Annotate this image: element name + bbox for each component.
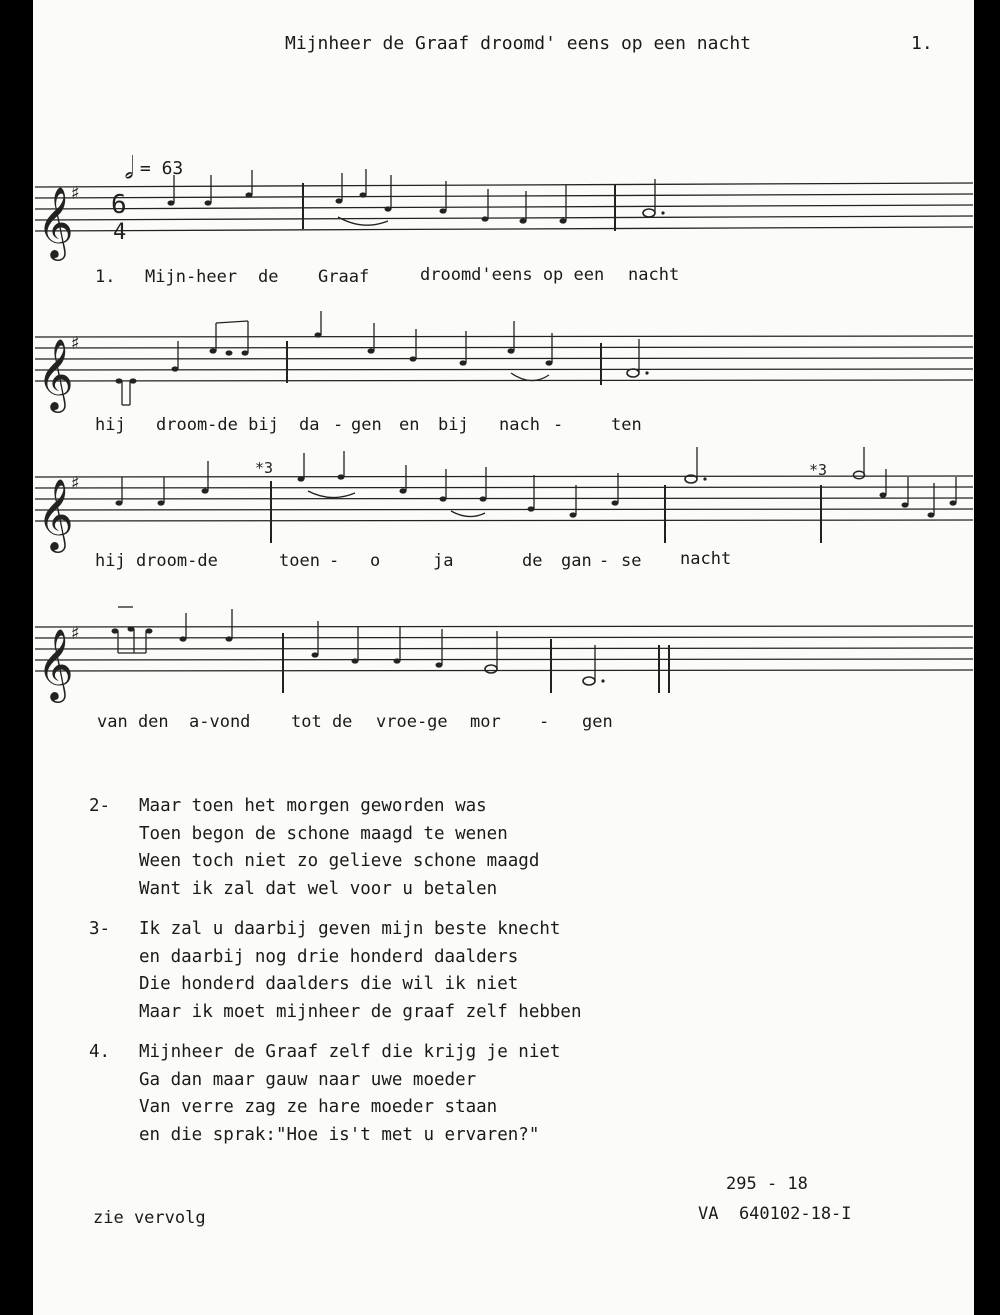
time-sig-bottom: 4 bbox=[113, 220, 127, 245]
verse-number: 4. bbox=[89, 1042, 111, 1062]
continued-note: zie vervolg bbox=[93, 1208, 206, 1228]
lyric-2-da: da bbox=[299, 415, 320, 435]
song-title: Mijnheer de Graaf droomd' eens op een nacht bbox=[285, 33, 751, 54]
staff-system-2 bbox=[33, 315, 974, 425]
lyric-2-droomde-bij: droom-de bij bbox=[156, 415, 279, 435]
verse-number: 3- bbox=[89, 919, 111, 939]
lyric-1-droomd: droomd'eens op een bbox=[420, 265, 605, 285]
lyric-3-o: o bbox=[370, 551, 381, 571]
verse-line: en die sprak:"Hoe is't met u ervaren?" bbox=[139, 1124, 540, 1145]
lyric-2-gen: gen bbox=[351, 415, 382, 435]
staff-lines bbox=[35, 336, 973, 381]
verse-line: Want ik zal dat wel voor u betalen bbox=[139, 878, 498, 899]
lyric-4-tot-de: tot de bbox=[291, 712, 353, 732]
staff-system-3 bbox=[33, 455, 974, 565]
half-note-icon: 𝅗𝅥 bbox=[124, 151, 134, 186]
sharp-icon: ♯ bbox=[71, 473, 80, 494]
treble-clef-icon: 𝄞 bbox=[37, 337, 74, 410]
lyric-2-hij: hij bbox=[95, 415, 126, 435]
staff-lines bbox=[35, 183, 973, 231]
lyric-4-vroege: vroe-ge bbox=[376, 712, 448, 732]
lyric-2-ten: ten bbox=[611, 415, 642, 435]
notes-system-4 bbox=[112, 607, 670, 693]
lyric-1-nacht: nacht bbox=[628, 265, 680, 285]
verse-line: Ween toch niet zo gelieve schone maagd bbox=[139, 851, 540, 871]
staff-lines bbox=[35, 476, 973, 521]
lyric-1-graaf: Graaf bbox=[318, 267, 370, 287]
treble-clef-icon: 𝄞 bbox=[37, 477, 74, 550]
lyric-2-hyphen-1: - bbox=[333, 415, 344, 435]
staff-system-1 bbox=[33, 165, 974, 275]
tempo-value: = 63 bbox=[139, 158, 184, 179]
sharp-icon: ♯ bbox=[71, 183, 80, 204]
lyric-3-de: de bbox=[522, 551, 543, 571]
verse-line: en daarbij nog drie honderd daalders bbox=[139, 946, 519, 967]
lyric-3-hyphen-1: - bbox=[329, 551, 340, 571]
lyric-2-en: en bbox=[399, 415, 420, 435]
lyric-4-avond: a-vond bbox=[189, 712, 251, 732]
sheet-page bbox=[33, 0, 974, 1315]
notes-system-3 bbox=[116, 447, 957, 543]
verse-line: Toen begon de schone maagd te wenen bbox=[139, 823, 508, 844]
staff-system-4 bbox=[33, 605, 974, 715]
lyric-3-se: se bbox=[621, 551, 642, 571]
triplet-mark-2: *3 bbox=[809, 461, 828, 479]
treble-clef-icon: 𝄞 bbox=[37, 627, 74, 700]
archive-code: VA 640102-18-I bbox=[698, 1204, 852, 1224]
verse-line: Maar ik moet mijnheer de graaf zelf hebben bbox=[139, 1001, 582, 1022]
verse-line: Die honderd daalders die wil ik niet bbox=[139, 974, 519, 994]
verse-line: Maar toen het morgen geworden was bbox=[139, 796, 487, 816]
treble-clef-icon: 𝄞 bbox=[37, 185, 74, 258]
lyric-1-mijnheer: Mijn-heer bbox=[145, 267, 238, 287]
lyric-3-hyphen-2: - bbox=[599, 551, 610, 571]
time-sig-top: 6 bbox=[111, 190, 127, 220]
reference-number: 295 - 18 bbox=[726, 1174, 808, 1194]
verse-line: Mijnheer de Graaf zelf die krijg je niet bbox=[139, 1042, 561, 1062]
lyric-4-hyphen: - bbox=[539, 712, 550, 732]
sharp-icon: ♯ bbox=[71, 623, 80, 644]
staff-lines bbox=[35, 626, 973, 671]
page-number: 1. bbox=[911, 33, 933, 54]
lyric-3-nacht: nacht bbox=[680, 549, 732, 569]
lyric-3-gan: gan bbox=[561, 551, 592, 571]
lyric-3-hij-droomde: hij droom-de bbox=[95, 551, 218, 571]
lyric-3-ja: ja bbox=[433, 551, 454, 571]
notes-system-1 bbox=[168, 169, 665, 231]
lyric-4-gen: gen bbox=[582, 712, 613, 732]
lyric-2-nach: nach bbox=[499, 415, 540, 435]
lyric-1-verse-num: 1. bbox=[95, 267, 116, 287]
lyric-3-toen: toen bbox=[279, 551, 320, 571]
sharp-icon: ♯ bbox=[71, 333, 80, 354]
verse-line: Ik zal u daarbij geven mijn beste knecht bbox=[139, 919, 561, 939]
verse-line: Ga dan maar gauw naar uwe moeder bbox=[139, 1069, 477, 1090]
verse-number: 2- bbox=[89, 796, 111, 816]
lyric-4-mor: mor bbox=[470, 712, 501, 732]
lyric-4-van-den: van den bbox=[97, 712, 169, 732]
lyric-2-hyphen-2: - bbox=[553, 415, 564, 435]
verse-line: Van verre zag ze hare moeder staan bbox=[139, 1097, 498, 1117]
lyric-1-de: de bbox=[258, 267, 279, 287]
lyric-2-bij: bij bbox=[438, 415, 469, 435]
triplet-mark-1: *3 bbox=[255, 459, 274, 477]
